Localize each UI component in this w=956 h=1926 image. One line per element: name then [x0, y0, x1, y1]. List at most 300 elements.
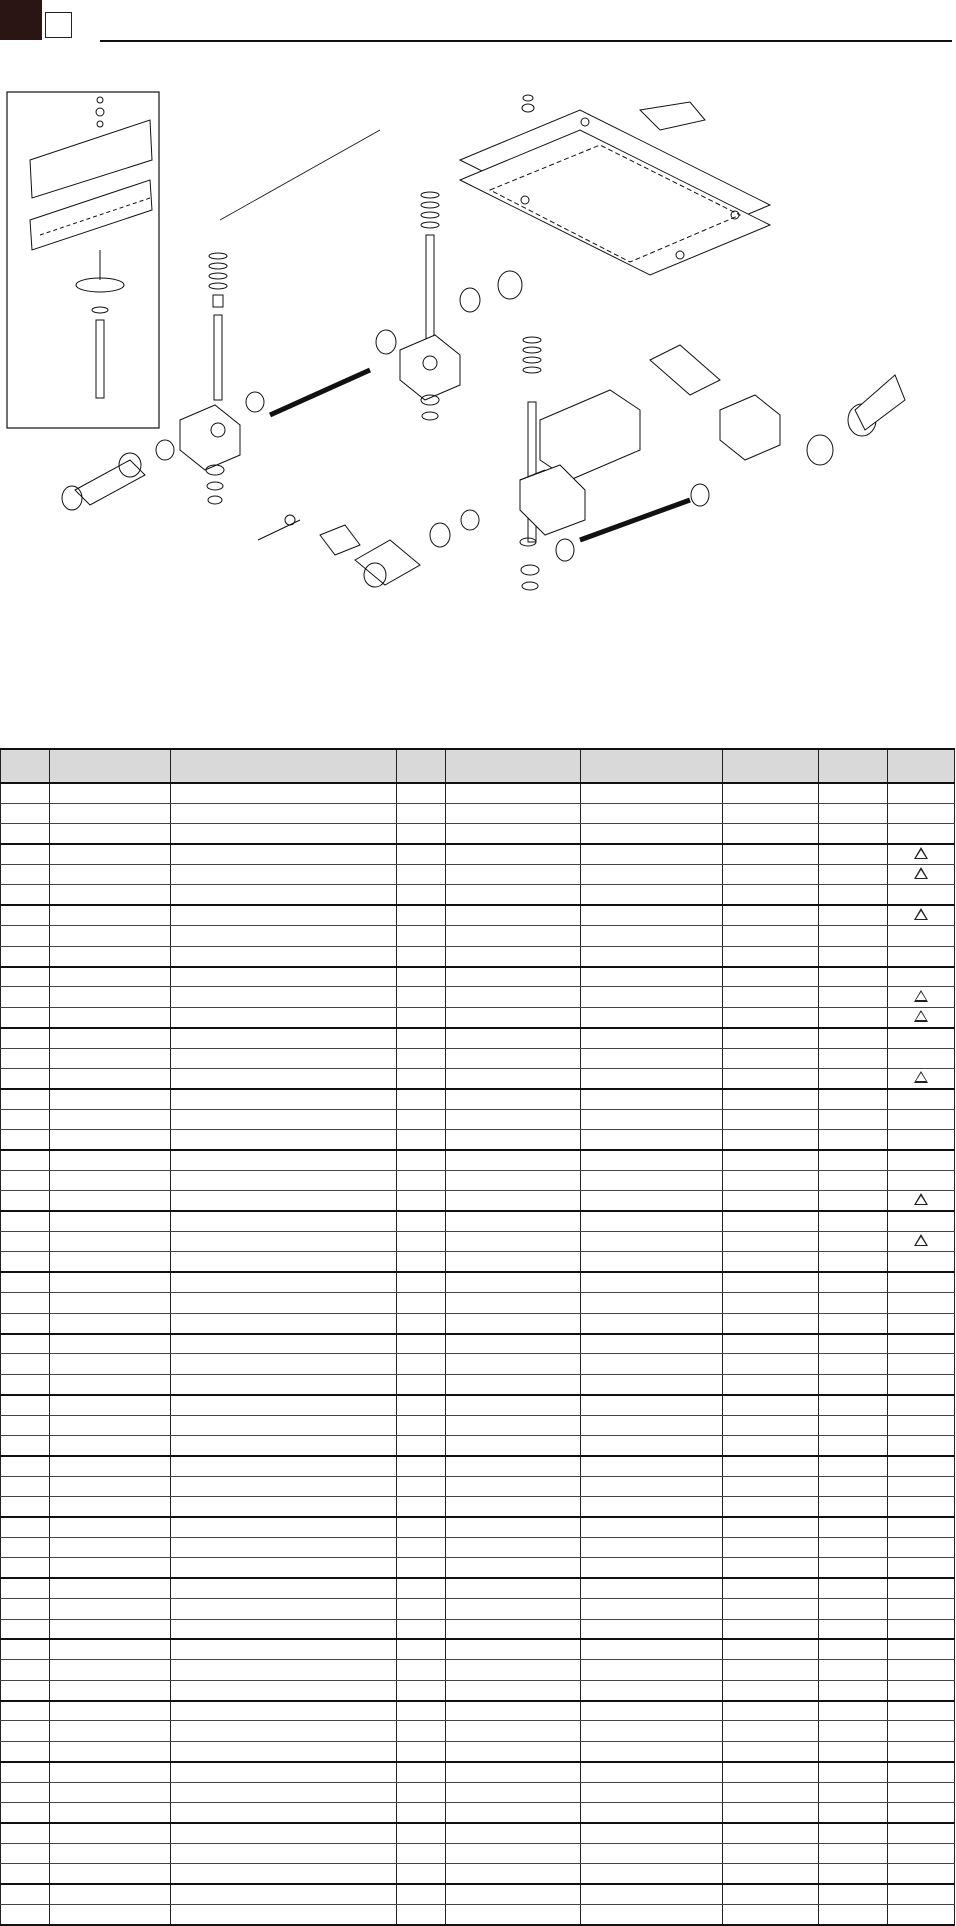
table-cell — [723, 987, 819, 1007]
table-cell — [1, 1884, 50, 1904]
table-cell — [581, 1007, 723, 1027]
table-row — [1, 803, 955, 823]
table-cell — [581, 1497, 723, 1517]
safety-mark-cell — [888, 1639, 955, 1659]
table-row — [1, 1639, 955, 1659]
table-cell — [50, 1089, 171, 1109]
safety-mark-cell — [888, 1334, 955, 1354]
table-row — [1, 885, 955, 905]
col-header — [397, 749, 446, 783]
table-cell — [397, 824, 446, 844]
safety-mark-cell — [888, 1497, 955, 1517]
table-cell — [1, 1558, 50, 1578]
table-cell — [446, 967, 581, 987]
table-row — [1, 1680, 955, 1700]
safety-mark-cell — [888, 1272, 955, 1292]
col-header — [581, 749, 723, 783]
table-cell — [723, 1782, 819, 1802]
table-cell — [397, 783, 446, 803]
table-cell — [723, 1068, 819, 1088]
safety-mark-cell — [888, 1721, 955, 1741]
safety-mark-cell — [888, 844, 955, 864]
table-row — [1, 1354, 955, 1374]
col-header — [446, 749, 581, 783]
table-cell — [723, 1578, 819, 1598]
table-cell — [1, 905, 50, 925]
table-cell — [581, 1456, 723, 1476]
table-cell — [819, 926, 888, 946]
table-cell — [446, 1701, 581, 1721]
table-cell — [819, 1762, 888, 1782]
table-cell — [50, 1517, 171, 1537]
table-cell — [50, 1599, 171, 1619]
table-cell — [446, 926, 581, 946]
table-cell — [171, 1680, 397, 1700]
table-cell — [581, 1232, 723, 1252]
table-cell — [1, 1191, 50, 1211]
table-cell — [397, 987, 446, 1007]
table-cell — [50, 1660, 171, 1680]
table-cell — [1, 1537, 50, 1557]
table-cell — [819, 1741, 888, 1761]
table-cell — [581, 1782, 723, 1802]
table-cell — [50, 1272, 171, 1292]
table-cell — [819, 803, 888, 823]
table-row — [1, 1048, 955, 1068]
table-cell — [171, 783, 397, 803]
table-cell — [446, 1395, 581, 1415]
table-cell — [171, 1089, 397, 1109]
table-cell — [446, 844, 581, 864]
table-cell — [581, 1089, 723, 1109]
lower-center-belt — [355, 470, 545, 587]
table-cell — [1, 1782, 50, 1802]
table-cell — [1, 1721, 50, 1741]
table-cell — [723, 1904, 819, 1924]
table-cell — [1, 1762, 50, 1782]
table-cell — [397, 1578, 446, 1598]
table-cell — [397, 1599, 446, 1619]
table-cell — [446, 1619, 581, 1639]
table-cell — [397, 1619, 446, 1639]
safety-triangle-icon — [914, 867, 928, 879]
table-cell — [581, 1864, 723, 1884]
safety-mark-cell — [888, 1904, 955, 1924]
table-cell — [171, 1476, 397, 1496]
table-cell — [397, 844, 446, 864]
header-rule — [100, 40, 952, 42]
table-cell — [446, 1191, 581, 1211]
table-cell — [171, 1374, 397, 1394]
table-cell — [1, 844, 50, 864]
table-cell — [446, 885, 581, 905]
safety-mark-cell — [888, 1191, 955, 1211]
table-cell — [1, 1130, 50, 1150]
table-cell — [723, 1721, 819, 1741]
table-cell — [397, 1680, 446, 1700]
table-cell — [50, 803, 171, 823]
table-cell — [723, 1680, 819, 1700]
table-row — [1, 1293, 955, 1313]
table-cell — [446, 1497, 581, 1517]
safety-mark-cell — [888, 1048, 955, 1068]
table-cell — [171, 1272, 397, 1292]
table-cell — [171, 967, 397, 987]
table-cell — [723, 1395, 819, 1415]
table-cell — [171, 844, 397, 864]
table-cell — [446, 1803, 581, 1823]
table-cell — [171, 1884, 397, 1904]
table-cell — [1, 1741, 50, 1761]
table-cell — [1, 1456, 50, 1476]
table-cell — [581, 905, 723, 925]
table-cell — [819, 1232, 888, 1252]
table-cell — [723, 1497, 819, 1517]
table-plate — [460, 95, 770, 275]
table-cell — [397, 1741, 446, 1761]
table-row — [1, 1150, 955, 1170]
table-cell — [446, 1762, 581, 1782]
safety-mark-cell — [888, 803, 955, 823]
table-row — [1, 1436, 955, 1456]
table-cell — [397, 905, 446, 925]
table-cell — [819, 905, 888, 925]
table-cell — [50, 1150, 171, 1170]
table-cell — [50, 1293, 171, 1313]
table-cell — [581, 1741, 723, 1761]
table-cell — [171, 1150, 397, 1170]
table-row — [1, 1537, 955, 1557]
table-cell — [581, 1904, 723, 1924]
table-cell — [171, 1048, 397, 1068]
safety-mark-cell — [888, 1578, 955, 1598]
safety-mark-cell — [888, 1211, 955, 1231]
table-cell — [819, 1558, 888, 1578]
table-cell — [171, 1313, 397, 1333]
table-cell — [397, 1272, 446, 1292]
table-cell — [397, 967, 446, 987]
table-cell — [1, 1578, 50, 1598]
table-cell — [819, 824, 888, 844]
table-cell — [50, 1762, 171, 1782]
safety-mark-cell — [888, 1395, 955, 1415]
table-cell — [723, 1884, 819, 1904]
table-cell — [397, 1089, 446, 1109]
table-cell — [723, 1517, 819, 1537]
table-cell — [171, 1741, 397, 1761]
table-row — [1, 987, 955, 1007]
table-cell — [1, 1048, 50, 1068]
table-cell — [171, 1007, 397, 1027]
table-cell — [723, 1007, 819, 1027]
safety-triangle-icon — [914, 990, 928, 1002]
table-cell — [171, 946, 397, 966]
table-cell — [581, 1823, 723, 1843]
table-row — [1, 1334, 955, 1354]
table-cell — [723, 1537, 819, 1557]
table-cell — [446, 1517, 581, 1537]
table-cell — [581, 1762, 723, 1782]
table-cell — [819, 865, 888, 885]
table-cell — [819, 1680, 888, 1700]
table-cell — [1, 803, 50, 823]
safety-mark-cell — [888, 1415, 955, 1435]
table-cell — [723, 1170, 819, 1190]
table-cell — [50, 905, 171, 925]
table-cell — [397, 946, 446, 966]
table-cell — [819, 1313, 888, 1333]
table-cell — [446, 1068, 581, 1088]
table-cell — [446, 1293, 581, 1313]
table-cell — [446, 1232, 581, 1252]
table-cell — [819, 1701, 888, 1721]
table-cell — [1, 1680, 50, 1700]
table-cell — [581, 926, 723, 946]
table-cell — [397, 1803, 446, 1823]
table-cell — [397, 1109, 446, 1129]
table-cell — [581, 824, 723, 844]
table-cell — [171, 824, 397, 844]
table-cell — [581, 967, 723, 987]
table-cell — [819, 1864, 888, 1884]
table-cell — [1, 1109, 50, 1129]
table-cell — [50, 1211, 171, 1231]
table-cell — [819, 1109, 888, 1129]
table-cell — [171, 1436, 397, 1456]
table-cell — [723, 1639, 819, 1659]
table-row — [1, 1660, 955, 1680]
table-cell — [171, 1170, 397, 1190]
table-cell — [171, 803, 397, 823]
table-cell — [723, 1436, 819, 1456]
table-cell — [723, 1599, 819, 1619]
table-cell — [397, 1904, 446, 1924]
table-cell — [446, 1252, 581, 1272]
table-cell — [171, 1639, 397, 1659]
table-cell — [397, 1497, 446, 1517]
table-cell — [171, 905, 397, 925]
table-cell — [171, 1068, 397, 1088]
table-cell — [819, 1823, 888, 1843]
table-cell — [1, 1395, 50, 1415]
table-cell — [446, 1639, 581, 1659]
table-cell — [581, 1517, 723, 1537]
table-cell — [50, 1232, 171, 1252]
table-cell — [581, 946, 723, 966]
table-row — [1, 1130, 955, 1150]
safety-mark-cell — [888, 1130, 955, 1150]
table-cell — [50, 1109, 171, 1129]
table-cell — [723, 1660, 819, 1680]
table-cell — [50, 1048, 171, 1068]
table-cell — [819, 1497, 888, 1517]
safety-mark-cell — [888, 1537, 955, 1557]
safety-mark-cell — [888, 926, 955, 946]
table-cell — [1, 946, 50, 966]
table-cell — [819, 1191, 888, 1211]
table-cell — [171, 1456, 397, 1476]
table-cell — [397, 1191, 446, 1211]
table-cell — [50, 1782, 171, 1802]
table-cell — [581, 844, 723, 864]
table-cell — [397, 1048, 446, 1068]
table-cell — [50, 1313, 171, 1333]
table-cell — [446, 865, 581, 885]
table-cell — [171, 1334, 397, 1354]
table-cell — [397, 1354, 446, 1374]
center-shaft-assembly — [376, 192, 522, 420]
table-cell — [397, 926, 446, 946]
table-cell — [1, 865, 50, 885]
table-cell — [50, 885, 171, 905]
table-cell — [171, 1232, 397, 1252]
safety-mark-cell — [888, 1701, 955, 1721]
table-row — [1, 1823, 955, 1843]
table-cell — [50, 1823, 171, 1843]
table-cell — [171, 1762, 397, 1782]
table-cell — [1, 1497, 50, 1517]
table-cell — [397, 1252, 446, 1272]
safety-mark-cell — [888, 1619, 955, 1639]
table-cell — [723, 803, 819, 823]
table-cell — [581, 1211, 723, 1231]
table-row — [1, 1782, 955, 1802]
col-header — [1, 749, 50, 783]
table-cell — [397, 1436, 446, 1456]
safety-triangle-icon — [914, 1234, 928, 1246]
table-cell — [819, 1803, 888, 1823]
table-cell — [723, 1619, 819, 1639]
table-cell — [1, 1272, 50, 1292]
table-cell — [446, 1170, 581, 1190]
table-cell — [581, 1701, 723, 1721]
table-row — [1, 1395, 955, 1415]
col-header — [723, 749, 819, 783]
table-cell — [50, 1864, 171, 1884]
safety-mark-cell — [888, 1232, 955, 1252]
table-cell — [171, 1823, 397, 1843]
table-row — [1, 1211, 955, 1231]
table-cell — [171, 1599, 397, 1619]
safety-mark-cell — [888, 1864, 955, 1884]
safety-mark-cell — [888, 1476, 955, 1496]
table-cell — [581, 1130, 723, 1150]
table-cell — [397, 1476, 446, 1496]
table-cell — [581, 1293, 723, 1313]
table-cell — [446, 1476, 581, 1496]
safety-mark-cell — [888, 1150, 955, 1170]
safety-mark-cell — [888, 1456, 955, 1476]
table-cell — [50, 1578, 171, 1598]
table-cell — [50, 1334, 171, 1354]
table-cell — [446, 1354, 581, 1374]
table-cell — [50, 1191, 171, 1211]
table-cell — [1, 1436, 50, 1456]
table-cell — [723, 1232, 819, 1252]
table-cell — [723, 1823, 819, 1843]
table-cell — [1, 926, 50, 946]
safety-mark-cell — [888, 987, 955, 1007]
table-cell — [50, 1619, 171, 1639]
table-cell — [50, 783, 171, 803]
table-cell — [723, 1313, 819, 1333]
table-cell — [819, 1660, 888, 1680]
table-cell — [581, 1884, 723, 1904]
table-cell — [171, 1701, 397, 1721]
safety-mark-cell — [888, 1680, 955, 1700]
table-row — [1, 946, 955, 966]
table-cell — [723, 1334, 819, 1354]
table-cell — [50, 1680, 171, 1700]
table-cell — [723, 1354, 819, 1374]
table-cell — [397, 1456, 446, 1476]
table-cell — [397, 1639, 446, 1659]
safety-mark-cell — [888, 1803, 955, 1823]
table-cell — [819, 1843, 888, 1863]
safety-mark-cell — [888, 1436, 955, 1456]
table-cell — [50, 1130, 171, 1150]
table-row — [1, 905, 955, 925]
table-cell — [819, 885, 888, 905]
table-cell — [819, 1048, 888, 1068]
table-cell — [1, 1843, 50, 1863]
table-cell — [171, 1537, 397, 1557]
table-cell — [819, 1456, 888, 1476]
table-cell — [171, 926, 397, 946]
table-row — [1, 1864, 955, 1884]
table-cell — [723, 1130, 819, 1150]
table-row — [1, 1191, 955, 1211]
table-cell — [819, 1293, 888, 1313]
left-shaft-assembly — [180, 130, 380, 504]
table-cell — [171, 1864, 397, 1884]
table-cell — [1, 1170, 50, 1190]
table-cell — [397, 1843, 446, 1863]
table-cell — [446, 803, 581, 823]
table-cell — [446, 1680, 581, 1700]
table-cell — [819, 1884, 888, 1904]
safety-mark-cell — [888, 1884, 955, 1904]
table-row — [1, 1068, 955, 1088]
table-cell — [1, 783, 50, 803]
table-cell — [819, 1374, 888, 1394]
table-cell — [446, 1211, 581, 1231]
table-cell — [397, 1211, 446, 1231]
safety-mark-cell — [888, 905, 955, 925]
safety-mark-cell — [888, 865, 955, 885]
table-row — [1, 1028, 955, 1048]
table-cell — [723, 885, 819, 905]
table-cell — [171, 1395, 397, 1415]
table-cell — [819, 1476, 888, 1496]
table-header-row — [1, 749, 955, 783]
safety-mark-cell — [888, 967, 955, 987]
table-cell — [581, 1028, 723, 1048]
table-cell — [819, 1782, 888, 1802]
table-cell — [1, 1150, 50, 1170]
table-cell — [50, 1741, 171, 1761]
table-cell — [446, 1272, 581, 1292]
table-cell — [50, 926, 171, 946]
table-cell — [723, 844, 819, 864]
col-header — [819, 749, 888, 783]
table-cell — [723, 1252, 819, 1272]
table-cell — [819, 1619, 888, 1639]
table-cell — [446, 1130, 581, 1150]
exploded-parts-diagram — [0, 80, 956, 740]
table-cell — [50, 865, 171, 885]
table-cell — [50, 1374, 171, 1394]
